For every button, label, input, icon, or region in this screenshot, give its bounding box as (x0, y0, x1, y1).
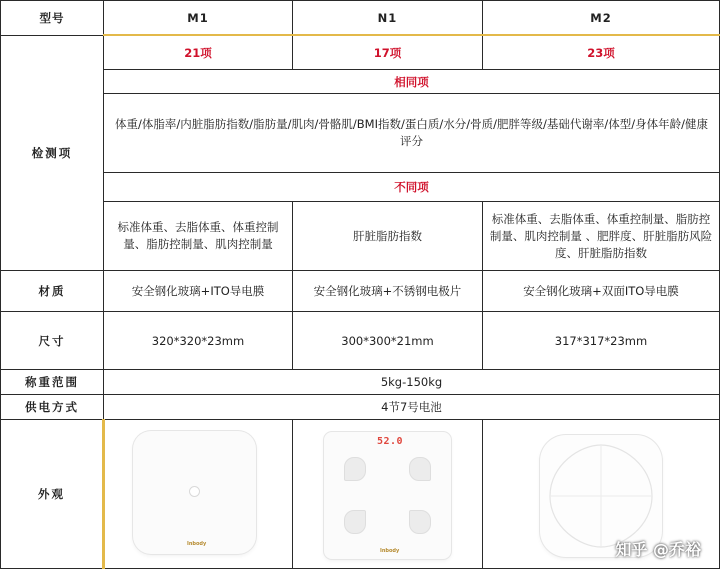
m1-appearance-cell (104, 420, 293, 569)
n1-electrode-pad-tl (344, 457, 366, 481)
weight-range-value: 5kg-150kg (104, 370, 720, 395)
weight-range-row-label: 称重范围 (1, 370, 104, 395)
power-row-label: 供电方式 (1, 395, 104, 420)
m1-detection-count: 21项 (104, 35, 293, 70)
n1-scale-image (324, 432, 451, 559)
appearance-row-label: 外观 (1, 420, 104, 569)
n1-weight-display: 52.0 (377, 436, 404, 447)
size-row (1, 312, 720, 370)
power-row (1, 395, 720, 420)
n1-material: 安全钢化玻璃+不锈钢电极片 (293, 271, 483, 312)
appearance-row (1, 420, 720, 569)
m2-diff-items: 标准体重、去脂体重、体重控制量、脂肪控制量、肌肉控制量 、肥胖度、肝脏脂肪风险度、肝脏脂肪指数 (483, 202, 720, 271)
m2-detection-count: 23项 (483, 35, 720, 70)
same-items-title-row (1, 70, 720, 94)
m1-diff-items: 标准体重、去脂体重、体重控制量、脂肪控制量、肌肉控制量 (104, 202, 293, 271)
m1-scale-image (133, 431, 256, 554)
m2-appearance-cell (483, 420, 720, 569)
same-items-row (1, 94, 720, 173)
n1-detection-count: 17项 (293, 35, 483, 70)
material-row (1, 271, 720, 312)
model-m1: M1 (104, 1, 293, 36)
n1-diff-items: 肝脏脂肪指数 (293, 202, 483, 271)
material-row-label: 材质 (1, 271, 104, 312)
watermark-text: 知乎 @乔裕 (615, 540, 701, 559)
detection-row-label: 检测项 (1, 35, 104, 271)
m1-center-dot (189, 486, 200, 497)
diff-items-title-row (1, 173, 720, 202)
power-value: 4节7号电池 (104, 395, 720, 420)
n1-electrode-pad-tr (409, 457, 431, 481)
n1-size: 300*300*21mm (293, 312, 483, 370)
m2-material: 安全钢化玻璃+双面ITO导电膜 (483, 271, 720, 312)
m1-brand-text: Inbody (187, 541, 207, 547)
m2-size: 317*317*23mm (483, 312, 720, 370)
n1-appearance-cell (293, 420, 483, 569)
diff-items-row (1, 202, 720, 271)
same-items-title: 相同项 (104, 70, 720, 94)
detection-count-row (1, 35, 720, 70)
n1-brand-text: Inbody (380, 548, 400, 554)
diff-items-title: 不同项 (104, 173, 720, 202)
n1-electrode-pad-bl (344, 510, 366, 534)
m1-material: 安全钢化玻璃+ITO导电膜 (104, 271, 293, 312)
model-m2: M2 (483, 1, 720, 36)
model-n1: N1 (293, 1, 483, 36)
n1-electrode-pad-br (409, 510, 431, 534)
m1-size: 320*320*23mm (104, 312, 293, 370)
same-items-text: 体重/体脂率/内脏脂肪指数/脂肪量/肌肉/骨骼肌/BMI指数/蛋白质/水分/骨质/肥胖等级/基础代谢率/体型/身体年龄/健康评分 (104, 94, 720, 173)
header-row (1, 1, 720, 36)
size-row-label: 尺寸 (1, 312, 104, 370)
weight-range-row (1, 370, 720, 395)
model-column-label: 型号 (1, 1, 104, 36)
